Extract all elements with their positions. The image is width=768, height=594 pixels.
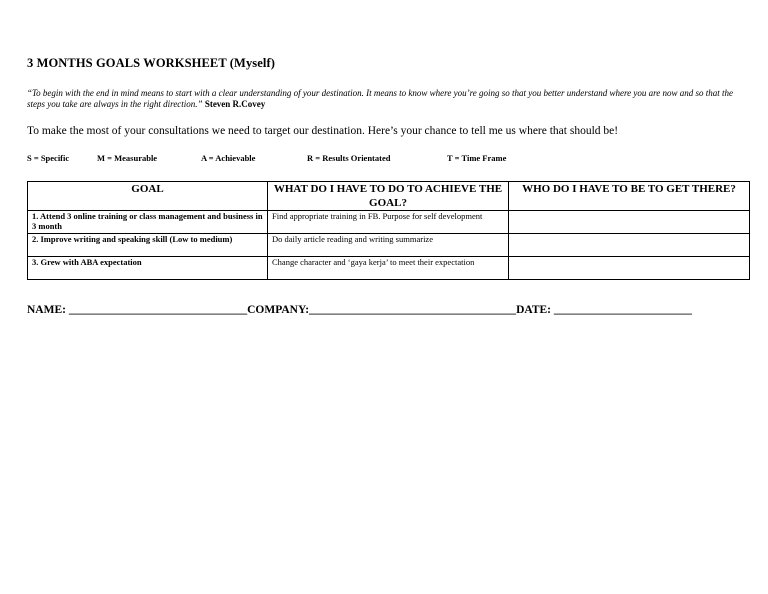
signature-line [27, 304, 692, 316]
goal-cell[interactable]: 3. Grew with ABA expectation [28, 257, 268, 280]
table-header-row [28, 182, 750, 211]
goal-cell[interactable]: 1. Attend 3 online training or class management and business in 3 month [28, 211, 268, 234]
table-row [28, 211, 750, 234]
intro-text: To make the most of your consultations we need to target our destination. Here’s your chance to tell me us where that should be! [27, 125, 619, 137]
smart-time-frame: T = Time Frame [447, 153, 507, 163]
action-cell[interactable]: Change character and ‘gaya kerja’ to meet their expectation [268, 257, 509, 280]
header-what: WHAT DO I HAVE TO DO TO ACHIEVE THE GOAL? [268, 182, 509, 211]
smart-measurable: M = Measurable [97, 153, 158, 163]
header-goal: GOAL [28, 182, 268, 211]
goals-table [27, 181, 750, 280]
who-cell[interactable] [509, 257, 750, 280]
smart-achievable: A = Achievable [201, 153, 256, 163]
company-field[interactable]: COMPANY:____________________________________ [247, 304, 517, 316]
page-title: 3 MONTHS GOALS WORKSHEET (Myself) [27, 56, 276, 70]
table-row [28, 257, 750, 280]
goal-cell[interactable]: 2. Improve writing and speaking skill (Low to medium) [28, 234, 268, 257]
quote-author: Steven R.Covey [204, 99, 266, 109]
quote-text: “To begin with the end in mind means to start with a clear understanding of your destination. It means to know where you’re going so that you better understand where you are now and so that the steps you take are always in the right direction.” [27, 88, 734, 109]
who-cell[interactable] [509, 211, 750, 234]
date-field[interactable]: DATE: ________________________ [516, 304, 692, 316]
table-row [28, 234, 750, 257]
smart-results: R = Results Orientated [307, 153, 391, 163]
covey-quote [27, 88, 741, 110]
action-cell[interactable]: Find appropriate training in FB. Purpose for self development [268, 211, 509, 234]
header-who: WHO DO I HAVE TO BE TO GET THERE? [509, 182, 750, 211]
name-field[interactable]: NAME: _______________________________ [27, 304, 248, 316]
action-cell[interactable]: Do daily article reading and writing summarize [268, 234, 509, 257]
who-cell[interactable] [509, 234, 750, 257]
smart-specific: S = Specific [27, 153, 70, 163]
